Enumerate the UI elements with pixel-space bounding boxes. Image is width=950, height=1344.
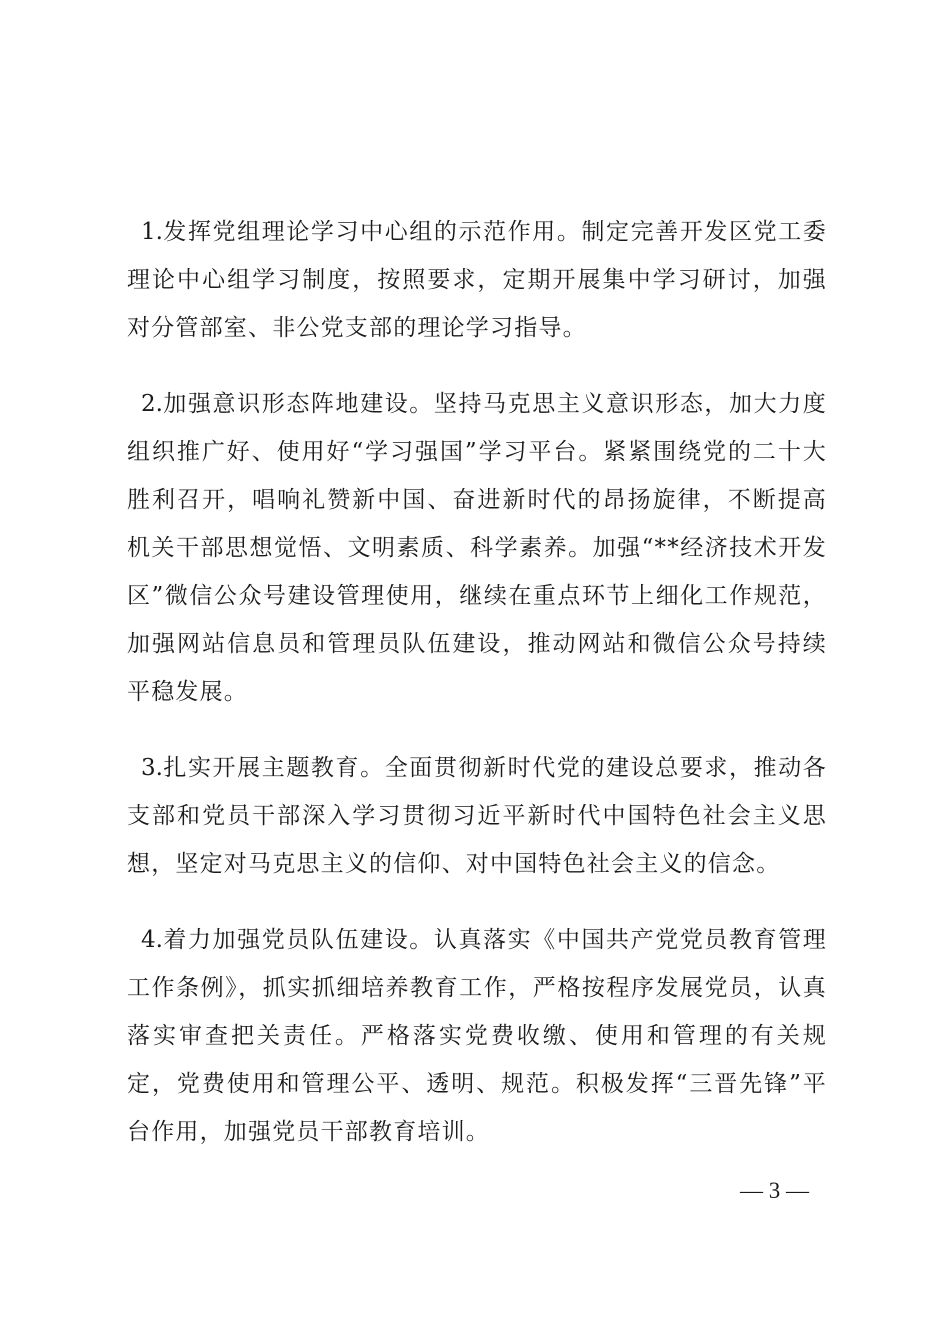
paragraph-1 bbox=[127, 208, 827, 352]
paragraph-2 bbox=[127, 380, 827, 716]
paragraph-3 bbox=[127, 744, 827, 888]
page-number: — 3 — bbox=[740, 1178, 809, 1203]
paragraph-number: 4. bbox=[141, 927, 163, 953]
paragraph-text: 发挥党组理论学习中心组的示范作用。制定完善开发区党工委理论中心组学习制度，按照要求，定期开展集中学习研讨，加强对分管部室、非公党支部的理论学习指导。 bbox=[127, 219, 827, 341]
document-body bbox=[127, 208, 827, 1184]
paragraph-number: 2. bbox=[141, 391, 163, 417]
paragraph-4 bbox=[127, 916, 827, 1156]
paragraph-text: 加强意识形态阵地建设。坚持马克思主义意识形态，加大力度组织推广好、使用好“学习强国”学习平台。紧紧围绕党的二十大胜利召开，唱响礼赞新中国、奋进新时代的昂扬旋律，不断提高机关干部思想觉悟、文明素质、科学素养。加强“**经济技术开发区”微信公众号建设管理使用，继续在重点环节上细化工作规范，加强网站信息员和管理员队伍建设，推动网站和微信公众号持续平稳发展。 bbox=[127, 391, 827, 705]
paragraph-text: 着力加强党员队伍建设。认真落实《中国共产党党员教育管理工作条例》，抓实抓细培养教育工作，严格按程序发展党员，认真落实审查把关责任。严格落实党费收缴、使用和管理的有关规定，党费使用和管理公平、透明、规范。积极发挥“三晋先锋”平台作用，加强党员干部教育培训。 bbox=[127, 927, 827, 1145]
paragraph-number: 3. bbox=[141, 755, 163, 781]
paragraph-number: 1. bbox=[141, 219, 163, 245]
paragraph-text: 扎实开展主题教育。全面贯彻新时代党的建设总要求，推动各支部和党员干部深入学习贯彻习近平新时代中国特色社会主义思想，坚定对马克思主义的信仰、对中国特色社会主义的信念。 bbox=[127, 755, 827, 877]
